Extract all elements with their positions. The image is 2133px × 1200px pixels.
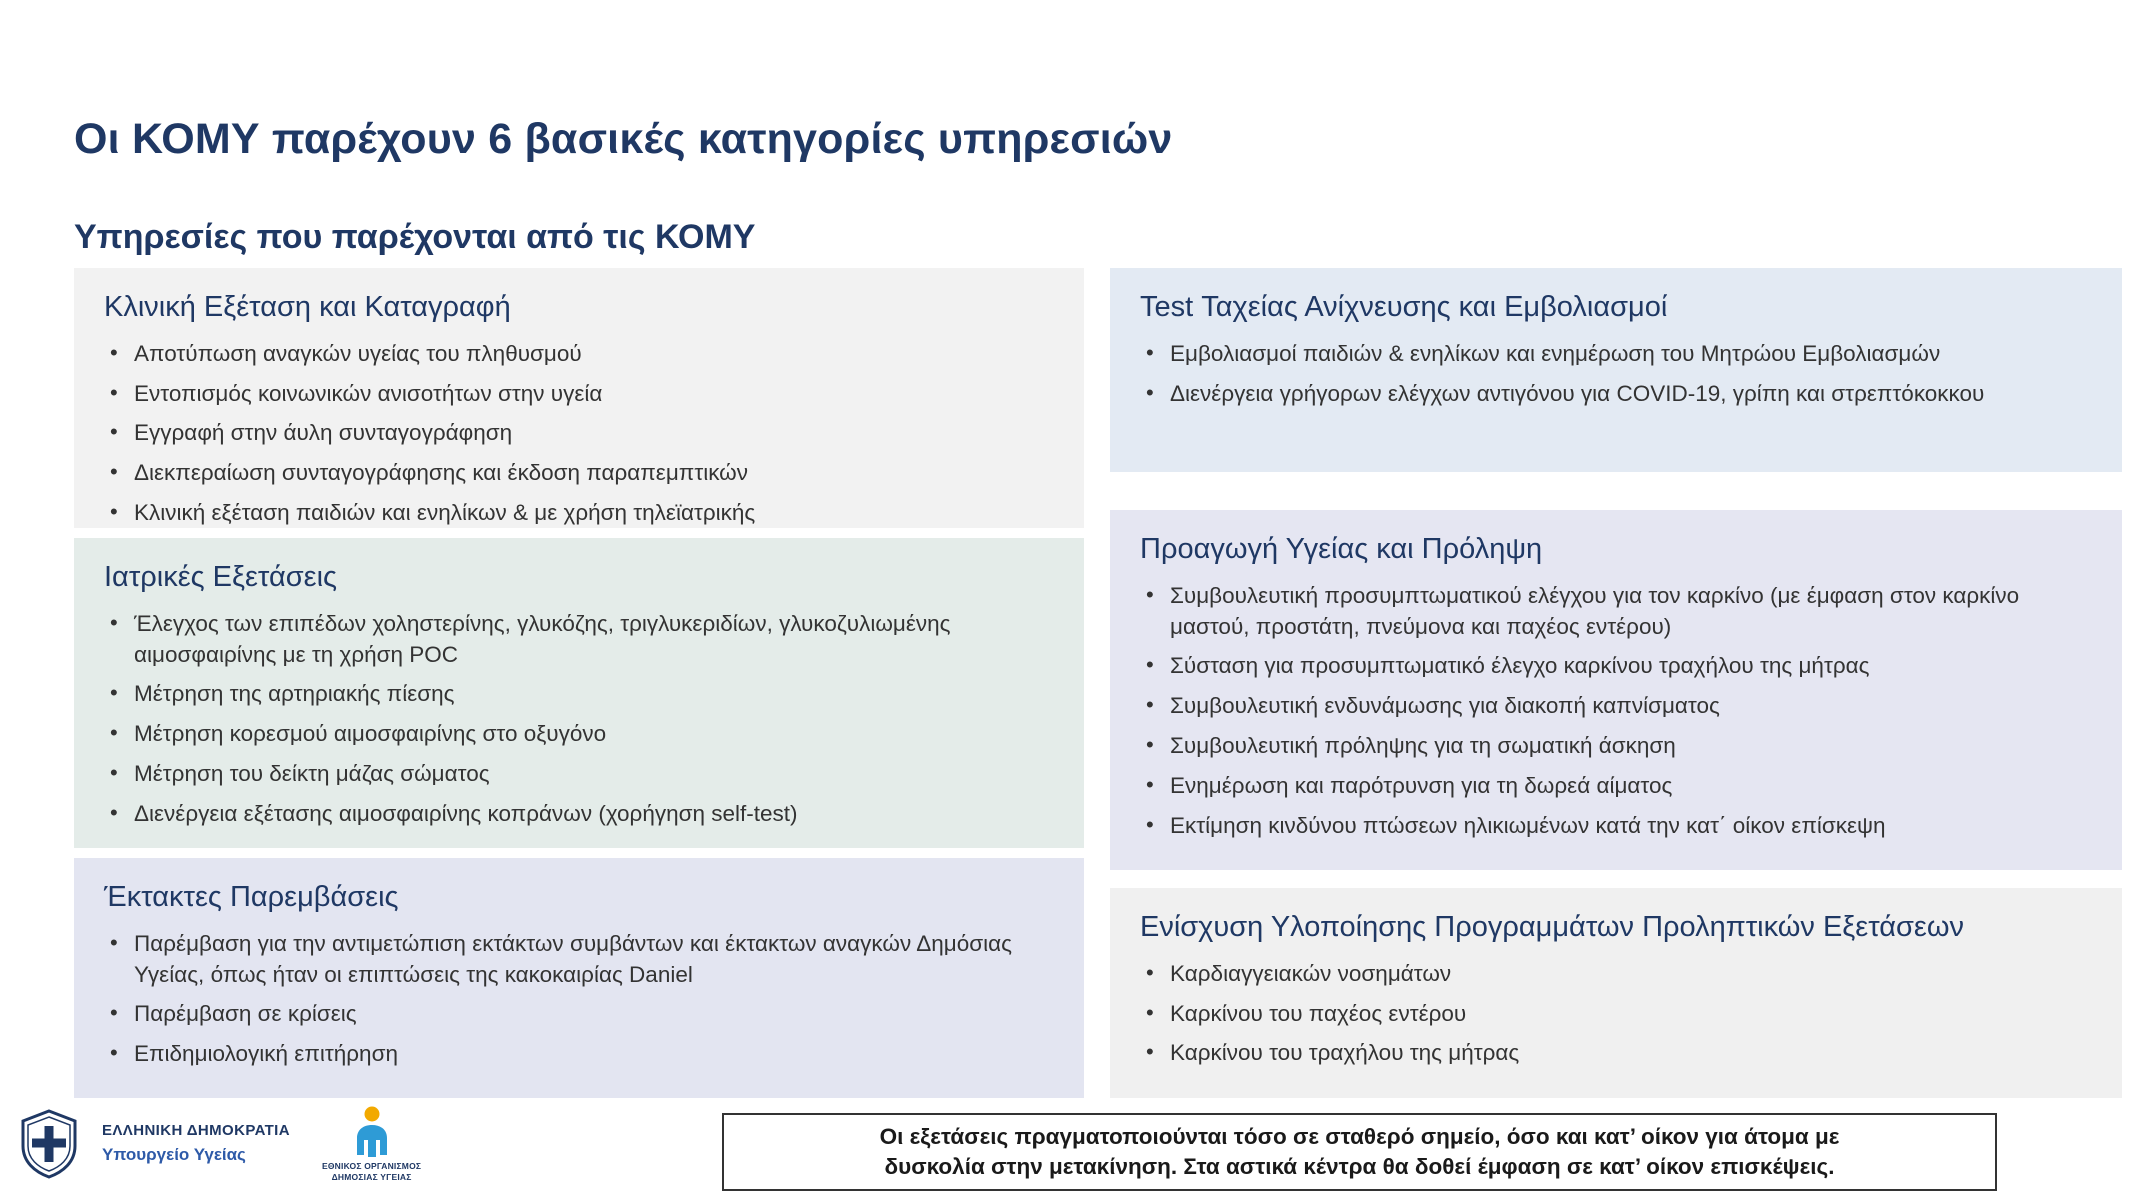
card-bullet-list (1140, 959, 2092, 1069)
list-item: • Μέτρηση της αρτηριακής πίεσης (104, 679, 1054, 710)
footer-note-line-1: Οι εξετάσεις πραγματοποιούνται τόσο σε σταθερό σημείο, όσο και κατ’ οίκον για άτομα με (879, 1124, 1840, 1150)
eody-logo (322, 1105, 421, 1182)
list-item: • Κλινική εξέταση παιδιών και ενηλίκων & με χρήση τηλεϊατρικής (104, 498, 1054, 529)
list-item: • Διενέργεια γρήγορων ελέγχων αντιγόνου για COVID-19, γρίπη και στρεπτόκοκκου (1140, 379, 2092, 410)
list-item: • Μέτρηση κορεσμού αιμοσφαιρίνης στο οξυγόνο (104, 719, 1054, 750)
card-bullet-list (104, 339, 1054, 529)
eody-line-2: ΔΗΜΟΣΙΑΣ ΥΓΕΙΑΣ (331, 1171, 412, 1182)
card-heading: Ιατρικές Εξετάσεις (104, 561, 337, 593)
card-heading: Κλινική Εξέταση και Καταγραφή (104, 291, 511, 323)
card-medical-tests (74, 538, 1084, 848)
card-preventive-programs (1110, 888, 2122, 1098)
list-item: • Παρέμβαση σε κρίσεις (104, 999, 1054, 1030)
greek-republic-emblem-icon (18, 1108, 80, 1180)
gov-line-2: Υπουργείο Υγείας (102, 1144, 246, 1164)
list-item: • Συμβουλευτική ενδυνάμωσης για διακοπή καπνίσματος (1140, 691, 2092, 722)
list-item: • Ενημέρωση και παρότρυνση για τη δωρεά αίματος (1140, 771, 2092, 802)
page-title: Οι ΚΟΜΥ παρέχουν 6 βασικές κατηγορίες υπηρεσιών (74, 114, 1173, 163)
list-item: • Καρκίνου του παχέος εντέρου (1140, 999, 2092, 1030)
list-item: • Συμβουλευτική προσυμπτωματικού ελέγχου για τον καρκίνο (με έμφαση στον καρκίνο μαστού, προστάτη, πνεύμονα και παχέος εντέρου) (1140, 581, 2092, 643)
list-item: • Εντοπισμός κοινωνικών ανισοτήτων στην υγεία (104, 379, 1054, 410)
list-item: • Αποτύπωση αναγκών υγείας του πληθυσμού (104, 339, 1054, 370)
card-heading: Προαγωγή Υγείας και Πρόληψη (1140, 533, 1543, 565)
card-bullet-list (104, 929, 1054, 1070)
list-item: • Έλεγχος των επιπέδων χοληστερίνης, γλυκόζης, τριγλυκεριδίων, γλυκοζυλιωμένης αιμοσφαιρίνης με τη χρήση POC (104, 609, 1054, 671)
list-item: • Διενέργεια εξέτασης αιμοσφαιρίνης κοπράνων (χορήγηση self-test) (104, 799, 1054, 830)
card-heading: Test Ταχείας Ανίχνευσης και Εμβολιασμοί (1140, 291, 1668, 323)
list-item: • Καρδιαγγειακών νοσημάτων (1140, 959, 2092, 990)
list-item: • Παρέμβαση για την αντιμετώπιση εκτάκτων συμβάντων και έκτακτων αναγκών Δημόσιας Υγείας, όπως ήταν οι επιπτώσεις της κακοκαιρίας Daniel (104, 929, 1054, 991)
list-item: • Συμβουλευτική πρόληψης για τη σωματική άσκηση (1140, 731, 2092, 762)
card-emergency-interventions (74, 858, 1084, 1098)
page-subtitle: Υπηρεσίες που παρέχονται από τις ΚΟΜΥ (74, 218, 756, 257)
card-bullet-list (1140, 581, 2092, 842)
list-item: • Εκτίμηση κινδύνου πτώσεων ηλικιωμένων κατά την κατ΄ οίκον επίσκεψη (1140, 811, 2092, 842)
list-item: • Επιδημιολογική επιτήρηση (104, 1039, 1054, 1070)
gov-line-1: ΕΛΛΗΝΙΚΗ ΔΗΜΟΚΡΑΤΙΑ (102, 1122, 290, 1140)
card-bullet-list (104, 609, 1054, 830)
eody-text-block (322, 1161, 421, 1182)
gov-text-block (102, 1122, 290, 1165)
list-item: • Διεκπεραίωση συνταγογράφησης και έκδοση παραπεμπτικών (104, 458, 1054, 489)
footer-logos (18, 1105, 421, 1182)
card-heading: Έκτακτες Παρεμβάσεις (104, 881, 399, 913)
list-item: • Μέτρηση του δείκτη μάζας σώματος (104, 759, 1054, 790)
list-item: • Σύσταση για προσυμπτωματικό έλεγχο καρκίνου τραχήλου της μήτρας (1140, 651, 2092, 682)
footer-note-line-2: δυσκολία στην μετακίνηση. Στα αστικά κέντρα θα δοθεί έμφαση σε κατ’ οίκον επισκέψεις. (884, 1154, 1835, 1179)
card-heading: Ενίσχυση Υλοποίησης Προγραμμάτων Προληπτικών Εξετάσεων (1140, 911, 1964, 943)
card-rapid-tests-vaccinations (1110, 268, 2122, 472)
list-item: • Καρκίνου του τραχήλου της μήτρας (1140, 1038, 2092, 1069)
list-item: • Εμβολιασμοί παιδιών & ενηλίκων και ενημέρωση του Μητρώου Εμβολιασμών (1140, 339, 2092, 370)
footer-note (722, 1113, 1997, 1191)
card-clinical-examination (74, 268, 1084, 528)
card-bullet-list (1140, 339, 2092, 410)
eody-line-1: ΕΘΝΙΚΟΣ ΟΡΓΑΝΙΣΜΟΣ (321, 1161, 422, 1171)
eody-figure-icon (343, 1105, 401, 1157)
card-health-promotion-prevention (1110, 510, 2122, 870)
list-item: • Εγγραφή στην άυλη συνταγογράφηση (104, 418, 1054, 449)
